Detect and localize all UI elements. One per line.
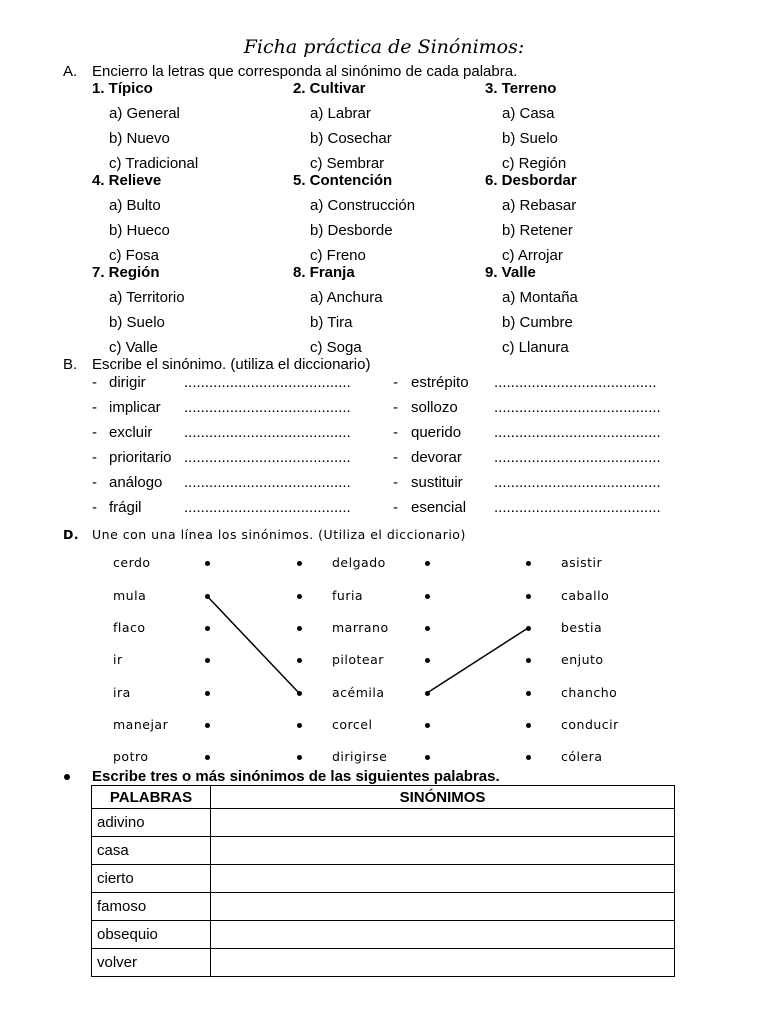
page-title: Ficha práctica de Sinónimos: <box>243 36 525 58</box>
word-label: devorar <box>411 449 462 466</box>
match-line-acemila-bestia <box>427 628 528 693</box>
answer-option[interactable]: c) Freno <box>310 247 366 264</box>
match-word: corcel <box>332 717 373 732</box>
answer-blank[interactable]: ........................................ <box>184 474 351 491</box>
answer-blank[interactable]: ........................................ <box>184 424 351 441</box>
dash-marker: - <box>393 424 398 441</box>
question-title: 1. Típico <box>92 80 153 97</box>
answer-option[interactable]: b) Retener <box>502 222 573 239</box>
synonyms-input-cell[interactable] <box>211 809 675 837</box>
word-label: querido <box>411 424 462 441</box>
dash-marker: - <box>393 499 398 516</box>
question-title: 4. Relieve <box>92 172 162 189</box>
answer-option[interactable]: b) Suelo <box>502 130 558 147</box>
section-b-letter: B. <box>63 356 78 373</box>
match-word: caballo <box>561 588 610 603</box>
dash-marker: - <box>92 449 97 466</box>
match-word: mula <box>113 588 147 603</box>
question-title: 8. Franja <box>293 264 355 281</box>
answer-blank[interactable]: ....................................... <box>494 374 657 391</box>
answer-option[interactable]: c) Sembrar <box>310 155 385 172</box>
answer-option[interactable]: c) Región <box>502 155 567 172</box>
answer-blank[interactable]: ........................................ <box>184 374 351 391</box>
answer-option[interactable]: a) Labrar <box>310 105 371 122</box>
answer-blank[interactable]: ........................................ <box>494 424 661 441</box>
section-d-instruction: Une con una línea los sinónimos. (Utiliza el diccionario) <box>92 527 466 542</box>
dash-marker: - <box>393 474 398 491</box>
answer-option[interactable]: b) Cosechar <box>310 130 392 147</box>
dash-marker: - <box>92 374 97 391</box>
header-palabras: PALABRAS <box>92 786 211 809</box>
table-row <box>92 809 675 837</box>
match-word: ira <box>113 685 131 700</box>
answer-blank[interactable]: ........................................ <box>184 499 351 516</box>
table-row <box>92 865 675 893</box>
match-word: furia <box>332 588 364 603</box>
table-row <box>92 949 675 977</box>
word-label: implicar <box>109 399 161 416</box>
question-title: 7. Región <box>92 264 160 281</box>
answer-option[interactable]: a) Rebasar <box>502 197 577 214</box>
match-word: marrano <box>332 620 389 635</box>
answer-option[interactable]: c) Tradicional <box>109 155 199 172</box>
match-word: bestia <box>561 620 603 635</box>
section-a-instruction: Encierro la letras que corresponda al sinónimo de cada palabra. <box>92 63 518 80</box>
answer-option[interactable]: a) Montaña <box>502 289 578 306</box>
answer-option[interactable]: b) Suelo <box>109 314 165 331</box>
section-e-instruction: Escribe tres o más sinónimos de las siguientes palabras. <box>92 768 500 785</box>
answer-option[interactable]: b) Desborde <box>310 222 393 239</box>
answer-blank[interactable]: ........................................ <box>494 399 661 416</box>
answer-blank[interactable]: ........................................ <box>184 449 351 466</box>
answer-option[interactable]: a) Bulto <box>109 197 161 214</box>
match-word: pilotear <box>332 652 384 667</box>
dash-marker: - <box>393 374 398 391</box>
word-cell: cierto <box>92 865 211 893</box>
match-word: cerdo <box>113 555 151 570</box>
answer-option[interactable]: c) Fosa <box>109 247 160 264</box>
answer-option[interactable]: b) Tira <box>310 314 353 331</box>
answer-option[interactable]: a) General <box>109 105 180 122</box>
answer-option[interactable]: b) Hueco <box>109 222 170 239</box>
dash-marker: - <box>393 449 398 466</box>
table-row <box>92 837 675 865</box>
dash-marker: - <box>92 424 97 441</box>
match-word: conducir <box>561 717 619 732</box>
answer-option[interactable]: a) Territorio <box>109 289 185 306</box>
dash-marker: - <box>92 499 97 516</box>
synonyms-input-cell[interactable] <box>211 893 675 921</box>
question-title: 3. Terreno <box>485 80 557 97</box>
word-cell: adivino <box>92 809 211 837</box>
answer-option[interactable]: a) Casa <box>502 105 555 122</box>
word-label: prioritario <box>109 449 172 466</box>
question-title: 2. Cultivar <box>293 80 366 97</box>
match-word: acémila <box>332 685 385 700</box>
answer-option[interactable]: c) Soga <box>310 339 362 356</box>
match-word: manejar <box>113 717 169 732</box>
question-title: 6. Desbordar <box>485 172 577 189</box>
word-label: dirigir <box>109 374 146 391</box>
synonyms-table <box>91 785 675 977</box>
table-row <box>92 921 675 949</box>
answer-blank[interactable]: ........................................ <box>494 499 661 516</box>
question-title: 9. Valle <box>485 264 536 281</box>
answer-option[interactable]: c) Arrojar <box>502 247 563 264</box>
section-d-letter: D. <box>63 527 80 542</box>
answer-blank[interactable]: ........................................ <box>494 474 661 491</box>
word-cell: famoso <box>92 893 211 921</box>
word-cell: casa <box>92 837 211 865</box>
bullet-icon <box>64 774 70 780</box>
word-label: excluir <box>109 424 153 441</box>
answer-option[interactable]: a) Construcción <box>310 197 416 214</box>
word-label: sollozo <box>411 399 458 416</box>
synonyms-input-cell[interactable] <box>211 949 675 977</box>
word-label: frágil <box>109 499 142 516</box>
dash-marker: - <box>92 399 97 416</box>
match-word: asistir <box>561 555 603 570</box>
match-word: dirigirse <box>332 749 388 764</box>
match-line-mula-acemila <box>207 596 299 693</box>
match-word: potro <box>113 749 149 764</box>
answer-option[interactable]: c) Valle <box>109 339 158 356</box>
dash-marker: - <box>92 474 97 491</box>
word-label: esencial <box>411 499 467 516</box>
synonyms-input-cell[interactable] <box>211 837 675 865</box>
match-word: chancho <box>561 685 618 700</box>
word-label: análogo <box>109 474 163 491</box>
synonyms-input-cell[interactable] <box>211 921 675 949</box>
word-cell: obsequio <box>92 921 211 949</box>
match-word: delgado <box>332 555 386 570</box>
question-title: 5. Contención <box>293 172 393 189</box>
answer-option[interactable]: c) Llanura <box>502 339 569 356</box>
dash-marker: - <box>393 399 398 416</box>
match-word: enjuto <box>561 652 604 667</box>
answer-blank[interactable]: ........................................ <box>494 449 661 466</box>
table-row <box>92 893 675 921</box>
synonyms-input-cell[interactable] <box>211 865 675 893</box>
answer-option[interactable]: b) Cumbre <box>502 314 573 331</box>
match-word: flaco <box>113 620 146 635</box>
header-sinonimos: SINÓNIMOS <box>211 786 675 809</box>
answer-blank[interactable]: ........................................ <box>184 399 351 416</box>
word-label: estrépito <box>411 374 469 391</box>
word-label: sustituir <box>411 474 463 491</box>
answer-option[interactable]: b) Nuevo <box>109 130 170 147</box>
section-b-instruction: Escribe el sinónimo. (utiliza el diccionario) <box>92 356 371 373</box>
match-word: ir <box>113 652 123 667</box>
section-a-letter: A. <box>63 63 78 80</box>
word-cell: volver <box>92 949 211 977</box>
answer-option[interactable]: a) Anchura <box>310 289 383 306</box>
match-word: cólera <box>561 749 603 764</box>
